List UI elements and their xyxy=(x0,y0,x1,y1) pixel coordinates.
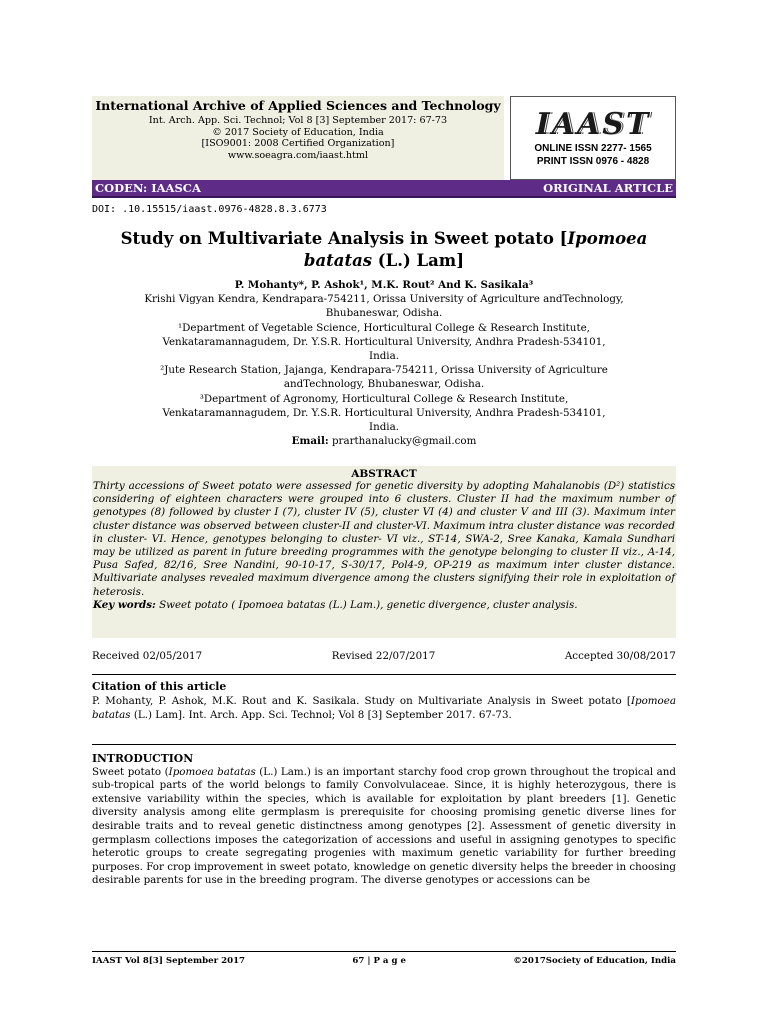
citation-block xyxy=(92,680,676,722)
journal-copyright: © 2017 Society of Education, India xyxy=(212,126,384,138)
abstract-text: Thirty accessions of Sweet potato were assessed for genetic diversity by adopting Mahalanobis (D²) statistics considering of eighteen characters were grouped into 6 clusters. Cluster II had the maximum number of genotypes (8) followed by cluster I (7), cluster IV (5), cluster VI (4) and cluster V and III (3). Maximum inter cluster distance was observed between cluster-II and cluster-VI. Maximum intra cluster distance was recorded in cluster- VI. Hence, genotypes belonging to cluster- VI viz., ST-14, SWA-2, Sree Kanaka, Kamala Sundhari may be utilized as parent in future breeding programmes with the genotype belonging to cluster II viz., A-14, Pusa Safed, 82/16, Sree Nandini, 90-10-17, S-30/17, Pol4-9, OP-219 as maximum inter cluster distance. Multivariate analyses revealed maximum divergence among the clusters signifying their role in exploitation of heterosis. xyxy=(93,480,675,598)
author-names: P. Mohanty*, P. Ashok¹, M.K. Rout² And K. Sasikala³ xyxy=(234,279,534,291)
abstract-heading: ABSTRACT xyxy=(351,468,417,480)
email-label: Email: xyxy=(291,435,329,448)
footer-page-number: 67 | P a g e xyxy=(352,956,406,966)
print-issn: PRINT ISSN 0976 - 4828 xyxy=(536,156,650,167)
article-type: ORIGINAL ARTICLE xyxy=(543,181,673,195)
journal-info xyxy=(92,96,504,182)
email-address[interactable]: prarthanalucky@gmail.com xyxy=(328,435,477,448)
affiliation-1c: India. xyxy=(369,350,399,363)
online-issn: ONLINE ISSN 2277- 1565 xyxy=(534,143,652,154)
intro-text-body: (L.) Lam.) is an important starchy food crop grown throughout the tropical and sub-tropical parts of the world belongs to family Convolvulaceae. Since, it is highly heterozygous, there is extensive variability within the species, which is available for exploitation by plant breeders [1]. Genetic diversity analysis among elite germplasm is prerequisite for choosing promising genetic diverse lines for desirable traits and to reveal genetic distinctness among genotypes [2]. Assessment of genetic diversity in germplasm collections imposes the categorization of accessions and useful in assigning genotypes to specific heterotic groups to create segregating progenies with maximum genetic variability for further breeding purposes. For crop improvement in sweet potato, knowledge on genetic diversity helps the breeder in choosing desirable parents for use in the breeding program. The diverse genotypes or accessions can be xyxy=(92,765,676,887)
affiliation-3a: ³Department of Agronomy, Horticultural College & Research Institute, xyxy=(199,392,569,405)
journal-name: International Archive of Applied Sciences and Technology xyxy=(95,98,501,113)
intro-italic: Ipomoea batatas xyxy=(168,765,256,778)
received-date: Received 02/05/2017 xyxy=(92,650,203,662)
title-text-end: (L.) Lam] xyxy=(372,251,465,270)
author-block xyxy=(92,278,676,448)
citation-heading: Citation of this article xyxy=(92,680,227,693)
accepted-date: Accepted 30/08/2017 xyxy=(564,650,676,662)
keywords-text: Sweet potato ( Ipomoea batatas (L.) Lam.), genetic divergence, cluster analysis. xyxy=(155,598,578,611)
abstract-box xyxy=(92,466,676,638)
page xyxy=(92,96,676,966)
affiliation-2a: ²Jute Research Station, Jajanga, Kendrapara-754211, Orissa University of Agriculture xyxy=(160,364,608,377)
journal-website: www.soeagra.com/iaast.html xyxy=(227,149,369,161)
journal-volume: Int. Arch. App. Sci. Technol; Vol 8 [3] September 2017: 67-73 xyxy=(148,115,448,126)
page-footer xyxy=(92,951,676,966)
email-line xyxy=(92,434,676,448)
keywords-label: Key words: xyxy=(93,598,156,611)
citation-text-start: P. Mohanty, P. Ashok, M.K. Rout and K. Sasikala. Study on Multivariate Analysis in Sweet potato [ xyxy=(92,695,631,707)
affiliation-2b: andTechnology, Bhubaneswar, Odisha. xyxy=(283,378,485,391)
keywords xyxy=(93,599,675,612)
affiliation-0a: Krishi Vigyan Kendra, Kendrapara-754211, Orissa University of Agriculture andTechnology, xyxy=(144,293,624,306)
intro-text-start: Sweet potato ( xyxy=(92,765,169,778)
affiliation-1b: Venkataramannagudem, Dr. Y.S.R. Horticultural University, Andhra Pradesh-534101, xyxy=(162,335,606,348)
citation-italic: Ipomoea batatas xyxy=(92,695,676,721)
journal-logo: IAAST xyxy=(535,107,651,142)
introduction-text xyxy=(92,766,676,888)
title-italic-genus: Ipomoea xyxy=(567,229,648,248)
logo-box xyxy=(510,96,676,180)
affiliation-0b: Bhubaneswar, Odisha. xyxy=(325,307,443,320)
revised-date: Revised 22/07/2017 xyxy=(331,650,436,662)
title-italic-species: batatas xyxy=(303,251,373,270)
journal-header xyxy=(92,96,676,182)
footer-journal: IAAST Vol 8[3] September 2017 xyxy=(92,956,246,966)
journal-certification: [ISO9001: 2008 Certified Organization] xyxy=(201,138,395,149)
title-text: Study on Multivariate Analysis in Sweet potato [ xyxy=(120,229,568,248)
divider-bottom xyxy=(92,744,676,745)
introduction-heading: INTRODUCTION xyxy=(92,752,194,765)
affiliation-3c: India. xyxy=(369,421,399,434)
article-title xyxy=(92,228,676,272)
doi[interactable]: DOI: .10.15515/iaast.0976-4828.8.3.6773 xyxy=(92,204,327,215)
coden-label: CODEN: IAASCA xyxy=(95,181,201,195)
coden-bar xyxy=(92,180,676,198)
article-dates xyxy=(92,650,676,662)
divider-top xyxy=(92,674,676,675)
affiliation-1a: ¹Department of Vegetable Science, Horticultural College & Research Institute, xyxy=(178,321,590,334)
citation-text-end: (L.) Lam]. Int. Arch. App. Sci. Technol; Vol 8 [3] September 2017. 67-73. xyxy=(130,709,512,721)
introduction-section xyxy=(92,752,676,888)
citation-text xyxy=(92,694,676,722)
affiliation-3b: Venkataramannagudem, Dr. Y.S.R. Horticultural University, Andhra Pradesh-534101, xyxy=(162,406,606,419)
footer-copyright: ©2017Society of Education, India xyxy=(513,956,676,966)
